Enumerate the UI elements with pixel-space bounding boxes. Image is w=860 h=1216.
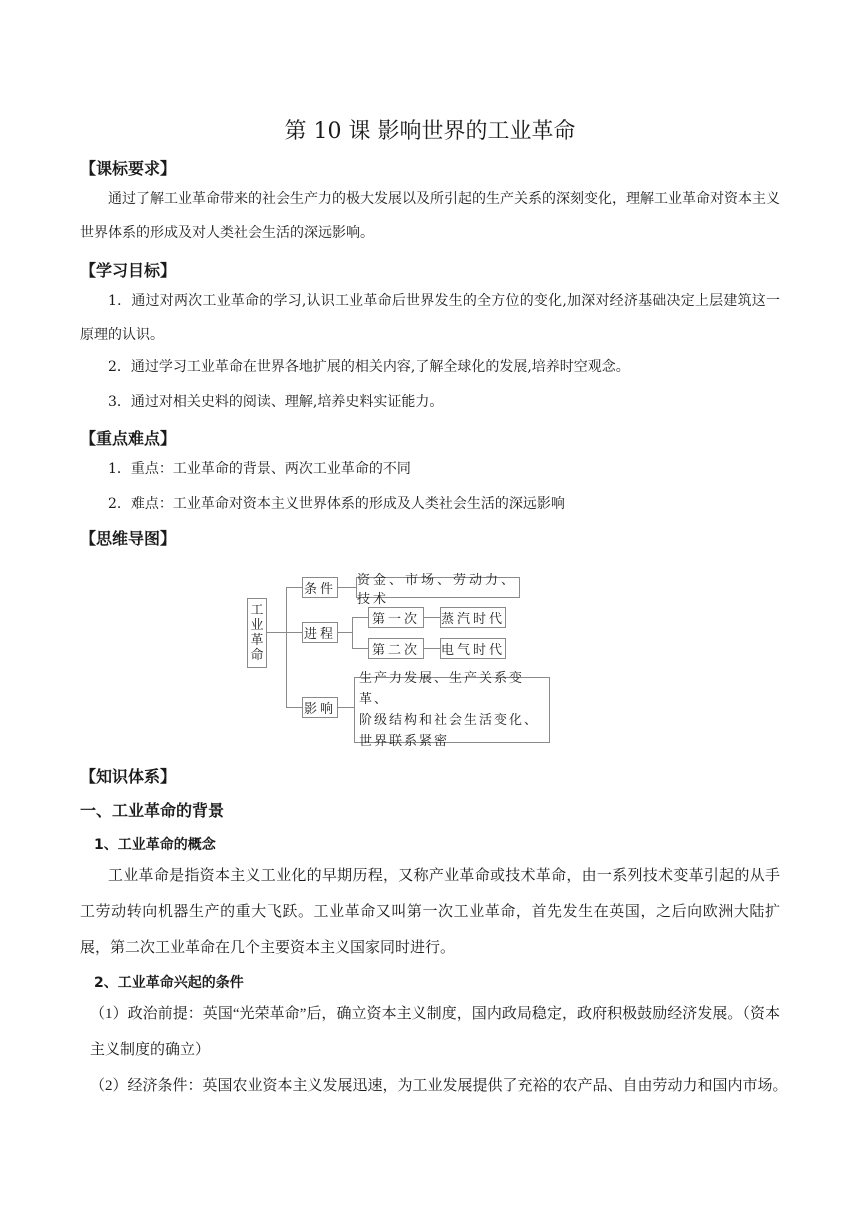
impact-line-2: 阶级结构和社会生活变化、 bbox=[359, 713, 540, 728]
condition-2: （2）经济条件：英国农业资本主义发展迅速，为工业发展提供了充裕的农产品、自由劳动力和国内市场。 bbox=[90, 1078, 788, 1094]
page-title: 第 10 课 影响世界的工业革命 bbox=[284, 119, 576, 144]
knowledge-heading: 【知识体系】 bbox=[80, 767, 177, 786]
goal-item-2: 2．通过学习工业革命在世界各地扩展的相关内容,了解全球化的发展,培养时空观念。 bbox=[108, 359, 630, 375]
keypoints-heading: 【重点难点】 bbox=[80, 429, 177, 448]
mindmap-process-label: 进程 bbox=[302, 622, 338, 643]
mindmap-root: 工业革命 bbox=[247, 598, 267, 668]
mindmap-second-label: 第二次 bbox=[368, 638, 424, 659]
sub1-title: 1、工业革命的概念 bbox=[94, 837, 216, 853]
standards-text: 通过了解工业革命带来的社会生产力的极大发展以及所引起的生产关系的深刻变化，理解工业革命对资本主义世界体系的形成及对人类社会生活的深远影响。 bbox=[80, 191, 780, 241]
sub2-title: 2、工业革命兴起的条件 bbox=[94, 975, 244, 991]
part1-title: 一、工业革命的背景 bbox=[80, 801, 225, 820]
mindmap-impact-label: 影响 bbox=[302, 697, 338, 718]
mindmap-impact-box bbox=[354, 671, 550, 749]
mindmap-conditions-label: 条件 bbox=[302, 577, 338, 598]
standards-heading: 【课标要求】 bbox=[80, 159, 177, 178]
goal-item-1: 1．通过对两次工业革命的学习,认识工业革命后世界发生的全方位的变化,加深对经济基础决定上层建筑这一原理的认识。 bbox=[80, 293, 780, 343]
impact-line-3: 世界联系紧密 bbox=[359, 734, 450, 749]
mindmap-second-value: 电气时代 bbox=[440, 638, 506, 659]
mindmap-conditions-value: 资金、市场、劳动力、技术 bbox=[356, 577, 520, 598]
mindmap-heading: 【思维导图】 bbox=[80, 529, 177, 548]
mindmap-first-label: 第一次 bbox=[368, 607, 424, 628]
sub1-text: 工业革命是指资本主义工业化的早期历程，又称产业革命或技术革命，由一系列技术变革引起的从手工劳动转向机器生产的重大飞跃。工业革命又叫第一次工业革命，首先发生在英国，之后向欧洲大陆扩展，第二次工业革命在几个主要资本主义国家同时进行。 bbox=[80, 868, 780, 956]
condition-1: （1）政治前提：英国“光荣革命”后，确立资本主义制度，国内政局稳定，政府积极鼓励经济发展。（资本主义制度的确立） bbox=[90, 1006, 780, 1058]
mindmap-first-value: 蒸汽时代 bbox=[440, 607, 506, 628]
keypoint-item-2: 2．难点：工业革命对资本主义世界体系的形成及人类社会生活的深远影响 bbox=[108, 496, 565, 512]
goal-item-3: 3．通过对相关史料的阅读、理解,培养史料实证能力。 bbox=[108, 394, 444, 410]
goals-heading: 【学习目标】 bbox=[80, 261, 177, 280]
keypoint-item-1: 1．重点：工业革命的背景、两次工业革命的不同 bbox=[108, 461, 411, 477]
impact-line-1: 生产力发展、生产关系变革、 bbox=[359, 671, 525, 707]
